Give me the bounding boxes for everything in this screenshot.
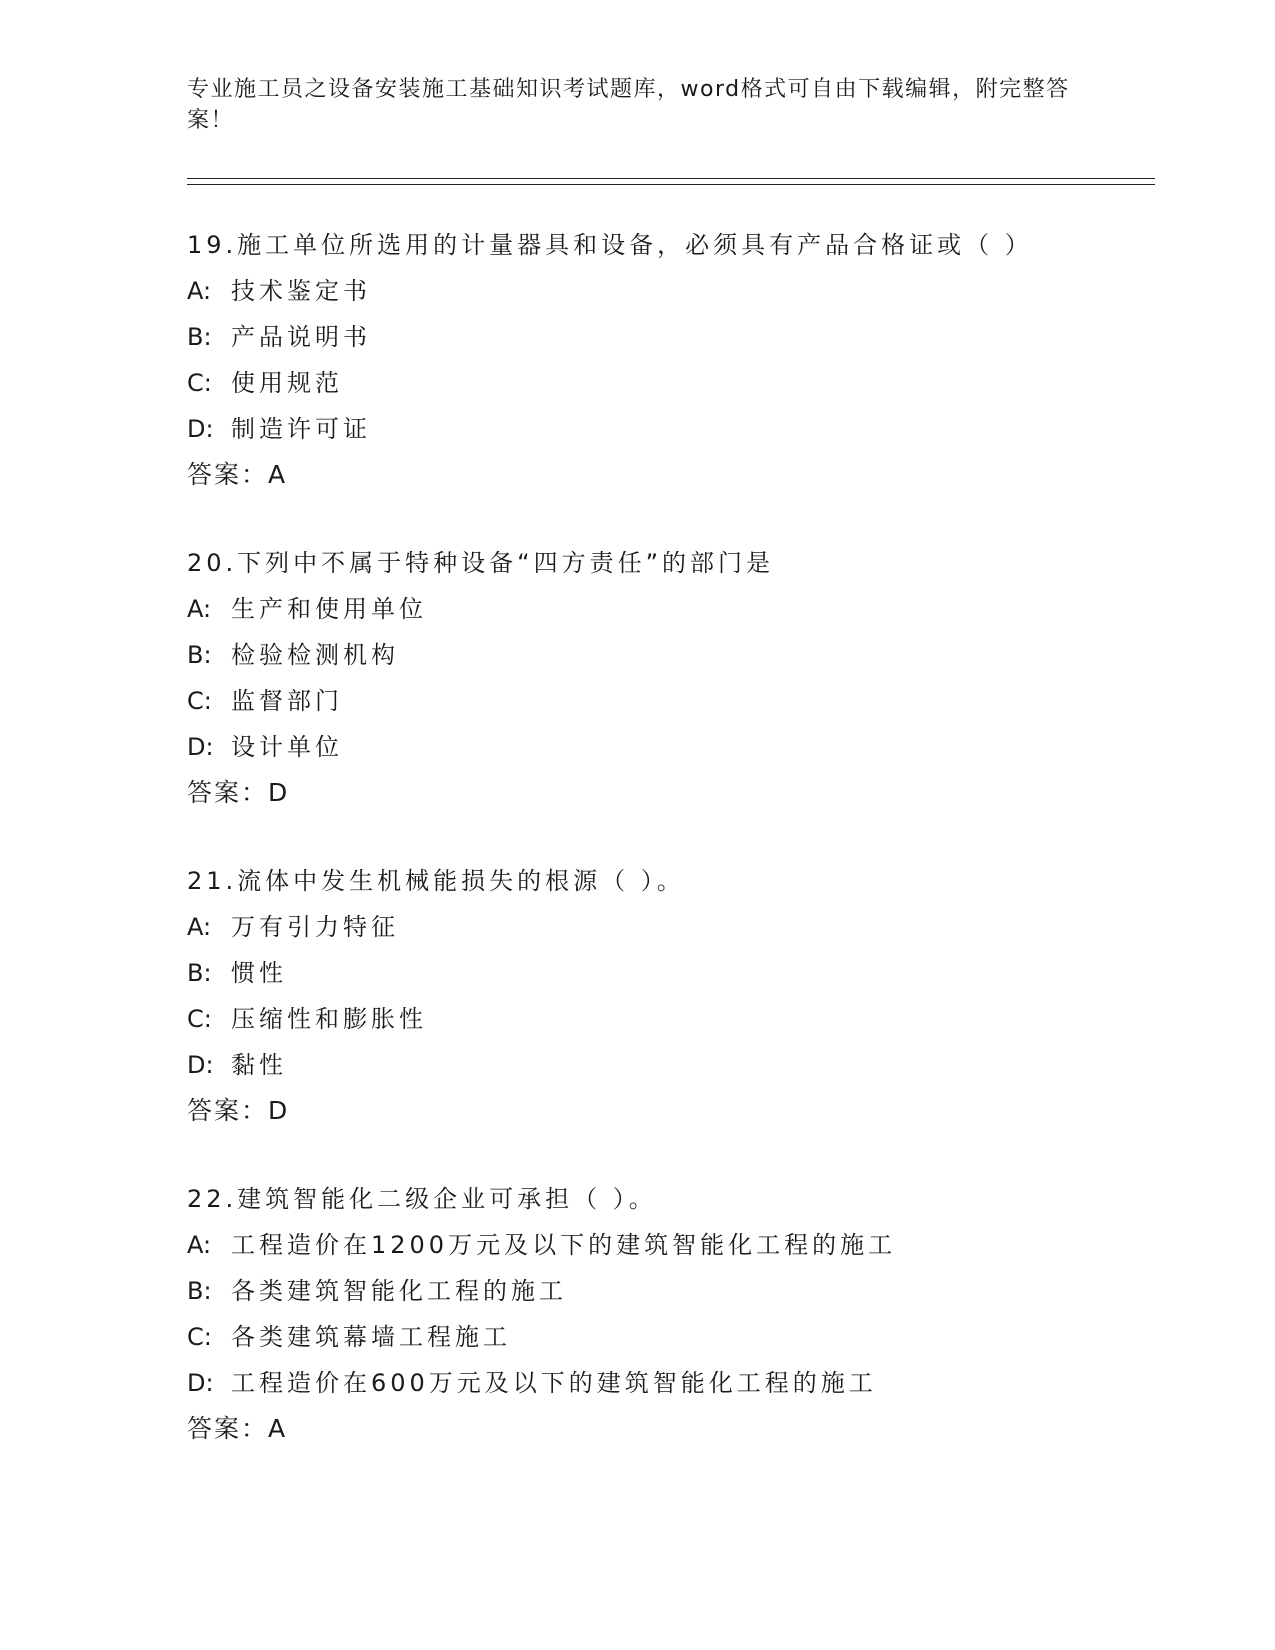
option-letter: A: xyxy=(187,277,212,305)
option-text: 产品说明书 xyxy=(231,323,371,351)
option-letter: B: xyxy=(187,641,212,669)
option-c xyxy=(187,1314,1167,1360)
option-letter: B: xyxy=(187,959,212,987)
option-a xyxy=(187,586,1167,632)
question-stem: 20.下列中不属于特种设备“四方责任”的部门是 xyxy=(187,549,775,577)
option-d xyxy=(187,724,1167,770)
answer-line: 答案：D xyxy=(187,1096,290,1125)
option-letter: D: xyxy=(187,1051,214,1079)
option-b xyxy=(187,1268,1167,1314)
option-text: 使用规范 xyxy=(231,369,343,397)
option-text: 工程造价在600万元及以下的建筑智能化工程的施工 xyxy=(231,1369,877,1397)
option-letter: C: xyxy=(187,369,212,397)
option-a xyxy=(187,904,1167,950)
answer-line: 答案：A xyxy=(187,460,288,489)
option-letter: B: xyxy=(187,323,212,351)
answer-line: 答案：A xyxy=(187,1414,288,1443)
option-letter: B: xyxy=(187,1277,212,1305)
option-letter: C: xyxy=(187,1005,212,1033)
option-text: 工程造价在1200万元及以下的建筑智能化工程的施工 xyxy=(231,1231,897,1259)
option-letter: D: xyxy=(187,733,214,761)
option-text: 黏性 xyxy=(231,1051,287,1079)
option-d xyxy=(187,1360,1167,1406)
document-header xyxy=(187,74,1077,136)
option-text: 压缩性和膨胀性 xyxy=(231,1005,427,1033)
answer-line: 答案：D xyxy=(187,778,290,807)
option-letter: C: xyxy=(187,1323,212,1351)
question-stem: 19.施工单位所选用的计量器具和设备，必须具有产品合格证或（ ） xyxy=(187,231,1033,259)
question-20 xyxy=(187,540,1167,816)
option-text: 技术鉴定书 xyxy=(231,277,371,305)
option-d xyxy=(187,406,1167,452)
option-a xyxy=(187,268,1167,314)
option-text: 各类建筑智能化工程的施工 xyxy=(231,1277,567,1305)
option-d xyxy=(187,1042,1167,1088)
option-text: 各类建筑幕墙工程施工 xyxy=(231,1323,511,1351)
option-c xyxy=(187,678,1167,724)
option-a xyxy=(187,1222,1167,1268)
question-stem: 21.流体中发生机械能损失的根源（ ）。 xyxy=(187,867,685,895)
question-21 xyxy=(187,858,1167,1134)
header-divider-top xyxy=(187,178,1155,179)
option-text: 制造许可证 xyxy=(231,415,371,443)
option-letter: D: xyxy=(187,1369,214,1397)
option-c xyxy=(187,360,1167,406)
option-text: 万有引力特征 xyxy=(231,913,399,941)
option-c xyxy=(187,996,1167,1042)
option-letter: A: xyxy=(187,913,212,941)
option-b xyxy=(187,950,1167,996)
option-letter: A: xyxy=(187,595,212,623)
option-text: 监督部门 xyxy=(231,687,343,715)
header-divider-bottom xyxy=(187,184,1155,185)
option-b xyxy=(187,632,1167,678)
option-letter: C: xyxy=(187,687,212,715)
header-title: 专业施工员之设备安装施工基础知识考试题库，word格式可自由下载编辑，附完整答案！ xyxy=(187,77,1070,133)
option-text: 检验检测机构 xyxy=(231,641,399,669)
question-stem: 22.建筑智能化二级企业可承担（ ）。 xyxy=(187,1185,657,1213)
question-19 xyxy=(187,222,1167,498)
option-b xyxy=(187,314,1167,360)
option-text: 设计单位 xyxy=(231,733,343,761)
option-letter: D: xyxy=(187,415,214,443)
option-letter: A: xyxy=(187,1231,212,1259)
option-text: 惯性 xyxy=(231,959,287,987)
option-text: 生产和使用单位 xyxy=(231,595,427,623)
question-22 xyxy=(187,1176,1167,1452)
